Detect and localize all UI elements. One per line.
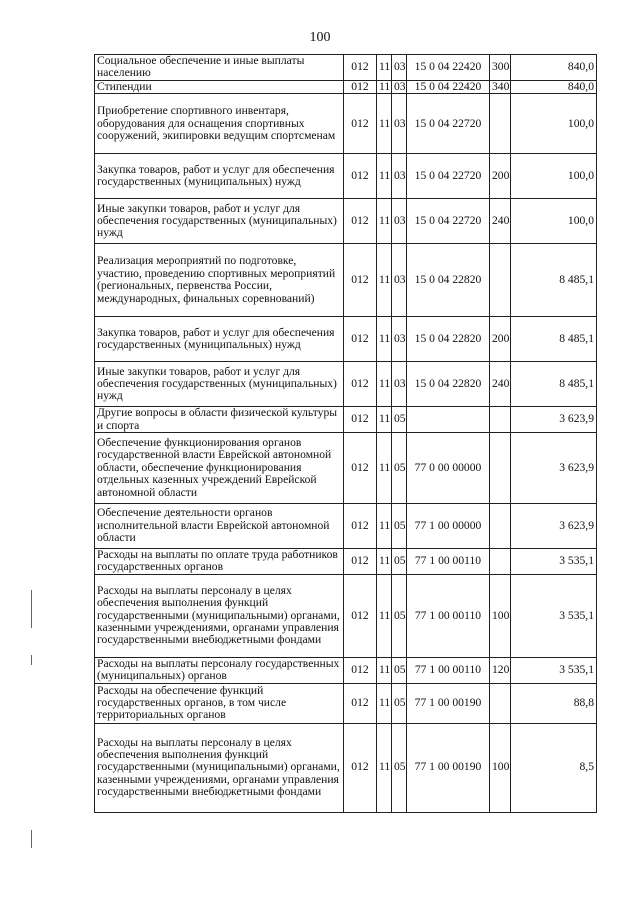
subsection-code: 03	[392, 94, 407, 154]
ved-code: 012	[344, 317, 377, 362]
expense-type	[490, 407, 511, 433]
section-code: 11	[377, 317, 392, 362]
row-name: Закупка товаров, работ и услуг для обеспечения государственных (муниципальных) нужд	[95, 317, 344, 362]
row-name: Социальное обеспечение и иные выплаты населению	[95, 55, 344, 81]
row-name: Обеспечение деятельности органов исполнительной власти Еврейской автономной области	[95, 504, 344, 549]
table-row	[95, 154, 597, 199]
subsection-code: 03	[392, 80, 407, 93]
ved-code: 012	[344, 433, 377, 504]
table-row	[95, 317, 597, 362]
scan-edge-mark	[31, 655, 32, 665]
section-code: 11	[377, 362, 392, 407]
row-name: Расходы на выплаты персоналу в целях обеспечения выполнения функций государственными (муниципальными) органами, казенными учреждениями, органами управления государственными внебюджетными фондами	[95, 723, 344, 812]
row-name: Другие вопросы в области физической культуры и спорта	[95, 407, 344, 433]
expense-type	[490, 94, 511, 154]
subsection-code: 03	[392, 154, 407, 199]
expense-type: 340	[490, 80, 511, 93]
ved-code: 012	[344, 154, 377, 199]
ved-code: 012	[344, 55, 377, 81]
expense-type: 100	[490, 574, 511, 657]
row-name: Расходы на выплаты по оплате труда работников государственных органов	[95, 549, 344, 575]
target-article: 15 0 04 22420	[407, 80, 490, 93]
ved-code: 012	[344, 549, 377, 575]
row-name: Стипендии	[95, 80, 344, 93]
expense-type	[490, 433, 511, 504]
target-article: 77 1 00 00190	[407, 683, 490, 723]
amount: 8 485,1	[511, 362, 597, 407]
table-row	[95, 433, 597, 504]
subsection-code: 05	[392, 657, 407, 683]
expense-type	[490, 683, 511, 723]
amount: 840,0	[511, 80, 597, 93]
ved-code: 012	[344, 657, 377, 683]
table-row	[95, 683, 597, 723]
expense-type: 300	[490, 55, 511, 81]
table-row	[95, 549, 597, 575]
target-article: 77 1 00 00000	[407, 504, 490, 549]
target-article: 77 1 00 00110	[407, 549, 490, 575]
row-name: Расходы на выплаты персоналу в целях обеспечения выполнения функций государственными (муниципальными) органами, казенными учреждениями, органами управления государственными внебюджетными фондами	[95, 574, 344, 657]
ved-code: 012	[344, 407, 377, 433]
target-article: 77 0 00 00000	[407, 433, 490, 504]
amount: 3 623,9	[511, 433, 597, 504]
section-code: 11	[377, 407, 392, 433]
amount: 8 485,1	[511, 317, 597, 362]
ved-code: 012	[344, 504, 377, 549]
ved-code: 012	[344, 723, 377, 812]
row-name: Расходы на обеспечение функций государственных органов, в том числе территориальных органов	[95, 683, 344, 723]
subsection-code: 05	[392, 574, 407, 657]
subsection-code: 05	[392, 504, 407, 549]
amount: 100,0	[511, 199, 597, 244]
row-name: Обеспечение функционирования органов государственной власти Еврейской автономной области, обеспечение функционирования отдельных казенных учреждений Еврейской автономной области	[95, 433, 344, 504]
subsection-code: 05	[392, 433, 407, 504]
target-article: 15 0 04 22820	[407, 362, 490, 407]
section-code: 11	[377, 80, 392, 93]
ved-code: 012	[344, 80, 377, 93]
section-code: 11	[377, 504, 392, 549]
row-name: Приобретение спортивного инвентаря, оборудования для оснащения спортивных сооружений, экипировки ведущим спортсменам	[95, 94, 344, 154]
expense-type	[490, 549, 511, 575]
ved-code: 012	[344, 574, 377, 657]
section-code: 11	[377, 244, 392, 317]
budget-table	[94, 54, 597, 813]
row-name: Иные закупки товаров, работ и услуг для обеспечения государственных (муниципальных) нужд	[95, 199, 344, 244]
ved-code: 012	[344, 199, 377, 244]
target-article: 77 1 00 00110	[407, 574, 490, 657]
amount: 3 535,1	[511, 657, 597, 683]
subsection-code: 05	[392, 407, 407, 433]
expense-type	[490, 244, 511, 317]
target-article: 15 0 04 22720	[407, 199, 490, 244]
subsection-code: 05	[392, 549, 407, 575]
row-name: Иные закупки товаров, работ и услуг для обеспечения государственных (муниципальных) нужд	[95, 362, 344, 407]
subsection-code: 03	[392, 317, 407, 362]
amount: 3 623,9	[511, 407, 597, 433]
subsection-code: 03	[392, 199, 407, 244]
table-row	[95, 199, 597, 244]
subsection-code: 03	[392, 55, 407, 81]
amount: 3 535,1	[511, 574, 597, 657]
subsection-code: 03	[392, 244, 407, 317]
table-body	[95, 55, 597, 813]
expense-type: 100	[490, 723, 511, 812]
amount: 100,0	[511, 94, 597, 154]
ved-code: 012	[344, 94, 377, 154]
scan-edge-mark	[31, 590, 32, 628]
section-code: 11	[377, 154, 392, 199]
amount: 3 535,1	[511, 549, 597, 575]
ved-code: 012	[344, 362, 377, 407]
amount: 3 623,9	[511, 504, 597, 549]
expense-type: 200	[490, 317, 511, 362]
table-row	[95, 55, 597, 81]
ved-code: 012	[344, 244, 377, 317]
scan-edge-mark	[31, 830, 32, 848]
target-article: 77 1 00 00190	[407, 723, 490, 812]
section-code: 11	[377, 433, 392, 504]
table-row	[95, 94, 597, 154]
row-name: Реализация мероприятий по подготовке, участию, проведению спортивных мероприятий (региональных, первенства России, международных, финальных соревнований)	[95, 244, 344, 317]
subsection-code: 05	[392, 683, 407, 723]
table-row	[95, 723, 597, 812]
table-row	[95, 574, 597, 657]
section-code: 11	[377, 94, 392, 154]
table-row	[95, 407, 597, 433]
amount: 8 485,1	[511, 244, 597, 317]
table-row	[95, 504, 597, 549]
section-code: 11	[377, 723, 392, 812]
table-row	[95, 80, 597, 93]
expense-type	[490, 504, 511, 549]
section-code: 11	[377, 55, 392, 81]
target-article: 15 0 04 22820	[407, 317, 490, 362]
page-number: 100	[309, 30, 331, 45]
section-code: 11	[377, 574, 392, 657]
row-name: Закупка товаров, работ и услуг для обеспечения государственных (муниципальных) нужд	[95, 154, 344, 199]
expense-type: 240	[490, 362, 511, 407]
section-code: 11	[377, 657, 392, 683]
target-article: 77 1 00 00110	[407, 657, 490, 683]
target-article: 15 0 04 22720	[407, 94, 490, 154]
ved-code: 012	[344, 683, 377, 723]
target-article	[407, 407, 490, 433]
subsection-code: 05	[392, 723, 407, 812]
section-code: 11	[377, 549, 392, 575]
expense-type: 200	[490, 154, 511, 199]
section-code: 11	[377, 199, 392, 244]
expense-type: 120	[490, 657, 511, 683]
expense-type: 240	[490, 199, 511, 244]
table-row	[95, 244, 597, 317]
target-article: 15 0 04 22420	[407, 55, 490, 81]
amount: 8,5	[511, 723, 597, 812]
amount: 88,8	[511, 683, 597, 723]
subsection-code: 03	[392, 362, 407, 407]
row-name: Расходы на выплаты персоналу государственных (муниципальных) органов	[95, 657, 344, 683]
amount: 840,0	[511, 55, 597, 81]
target-article: 15 0 04 22720	[407, 154, 490, 199]
section-code: 11	[377, 683, 392, 723]
table-row	[95, 657, 597, 683]
target-article: 15 0 04 22820	[407, 244, 490, 317]
amount: 100,0	[511, 154, 597, 199]
table-row	[95, 362, 597, 407]
